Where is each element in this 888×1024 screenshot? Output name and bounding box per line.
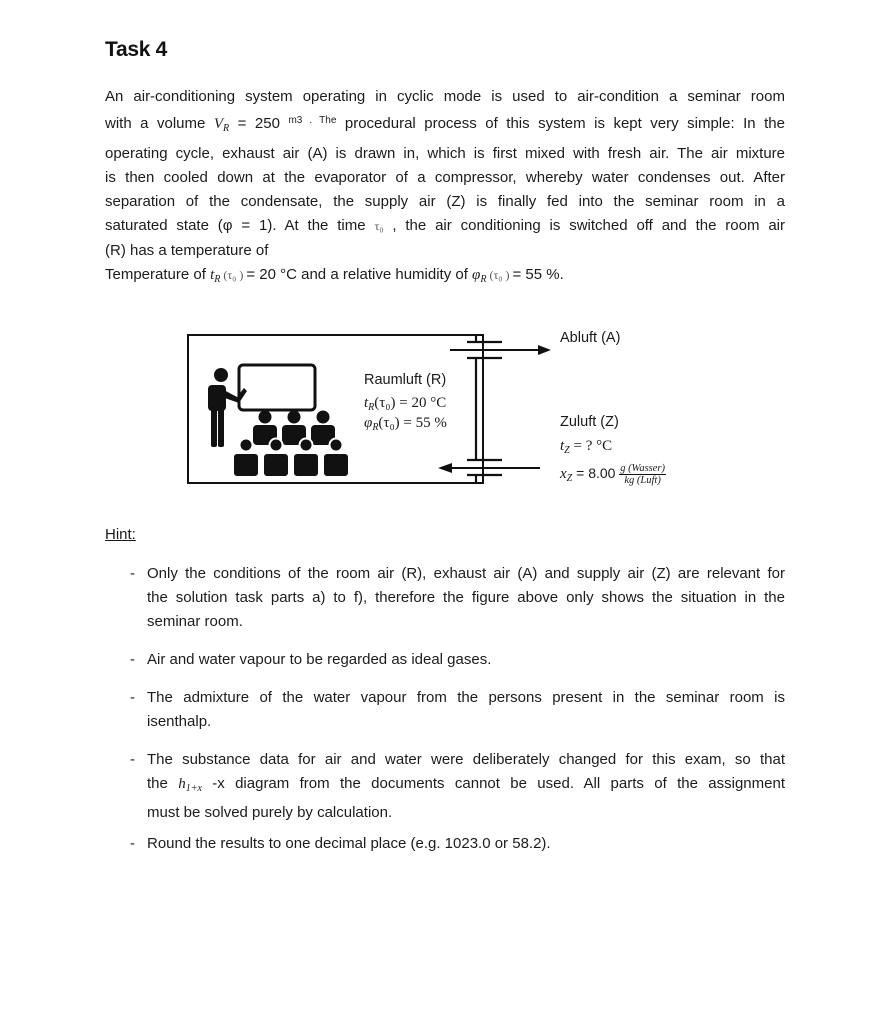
hint-line: seminar room. — [147, 613, 243, 630]
bullet-dash: - — [130, 651, 135, 668]
text: Temperature of — [105, 266, 211, 284]
supply-air-label: Zuluft (Z) — [560, 414, 619, 430]
text: procedural process of this system is kept very simple: In the — [336, 115, 785, 133]
hint-item — [130, 748, 785, 825]
teacher-icon — [208, 368, 247, 447]
bullet-dash: - — [130, 751, 135, 768]
hint-line: must be solved purely by calculation. — [147, 804, 393, 821]
text: , the air conditioning is switched off and the room air — [383, 217, 786, 235]
hint-line: The substance data for air and water were deliberately changed for this exam, so that — [147, 751, 785, 768]
supply-humidity-equation: $x_Z = 8.00$ $\frac{\text{g (Wasser)}}{\text{kg (Luft)}}$ — [560, 463, 666, 486]
hint-line: Air and water vapour to be regarded as ideal gases. — [147, 651, 492, 668]
bullet-dash: - — [130, 835, 135, 852]
exhaust-arrow-icon — [450, 345, 551, 355]
unit-fraction: $\frac{\text{g (Wasser)}}{\text{kg (Luft)}}$ — [620, 463, 666, 486]
intro-line — [105, 109, 785, 141]
hint-line: Only the conditions of the room air (R), exhaust air (A) and supply air (Z) are relevant for — [147, 565, 785, 582]
tau-symbol: (τ₀ ) — [220, 268, 247, 283]
hint-line: The admixture of the water vapour from the persons present in the seminar room is — [147, 689, 785, 706]
temp-var: $t_R$ — [210, 267, 221, 286]
bullet-dash: - — [130, 565, 135, 582]
volume-var: $V_R$ — [213, 116, 230, 135]
intro-paragraph — [105, 85, 785, 292]
tau-symbol: (τ₀ ) — [486, 268, 513, 283]
supply-arrow-icon — [438, 463, 540, 473]
intro-line: (R) has a temperature of — [105, 241, 269, 259]
intro-line: is then cooled down at the evaporator of a compressor, whereby water condenses out. After — [105, 168, 785, 186]
intro-line — [105, 263, 785, 292]
text: = 250 — [229, 115, 289, 133]
tau-symbol: τ₀ — [374, 219, 384, 234]
supply-temp-equation: $t_Z$ = ? °C — [560, 438, 613, 456]
hint-line: isenthalp. — [147, 713, 212, 730]
seminar-room-figure — [180, 325, 720, 505]
hint-line: the solution task parts a) to f), therefore the figure above only shows the situation in the — [147, 589, 785, 606]
audience-icon — [233, 411, 349, 478]
task-title: Task 4 — [105, 38, 168, 61]
hint-item — [130, 648, 785, 672]
whiteboard-icon — [239, 365, 315, 410]
text: = 20 °C and a relative humidity of — [246, 266, 473, 284]
hint-line: the $h_{1+x}$ -x diagram from the documents cannot be used. All parts of the assignment — [147, 775, 785, 794]
room-humidity-equation: $\varphi_R(\tau_0) = 55$ % — [364, 415, 447, 433]
hint-item — [130, 832, 785, 856]
duct-lines — [467, 334, 502, 484]
intro-line — [105, 214, 785, 238]
bullet-dash: - — [130, 689, 135, 706]
intro-line: operating cycle, exhaust air (A) is drawn in, which is first mixed with fresh air. The air mixture — [105, 144, 785, 162]
text: = 55 %. — [512, 266, 564, 284]
intro-line: An air-conditioning system operating in cyclic mode is used to air-condition a seminar room — [105, 88, 785, 105]
intro-line: separation of the condensate, the supply air (Z) is finally fed into the seminar room in a — [105, 193, 785, 211]
text: with a volume — [105, 115, 214, 133]
hint-line: Round the results to one decimal place (e.g. 1023.0 or 58.2). — [147, 835, 551, 852]
hint-label: Hint: — [105, 526, 136, 543]
hint-item — [130, 562, 785, 634]
humidity-var: $\varphi_R$ — [472, 267, 487, 286]
enthalpy-var: $h_{1+x}$ — [178, 776, 202, 794]
text: saturated state (φ = 1). At the time — [105, 217, 375, 235]
exhaust-air-label: Abluft (A) — [560, 330, 621, 346]
unit-superscript: m3 . The — [288, 115, 337, 127]
hint-item — [130, 686, 785, 734]
room-air-label: Raumluft (R) — [364, 372, 447, 388]
room-temp-equation: $t_R(\tau_0) = 20$ °C — [364, 395, 447, 413]
